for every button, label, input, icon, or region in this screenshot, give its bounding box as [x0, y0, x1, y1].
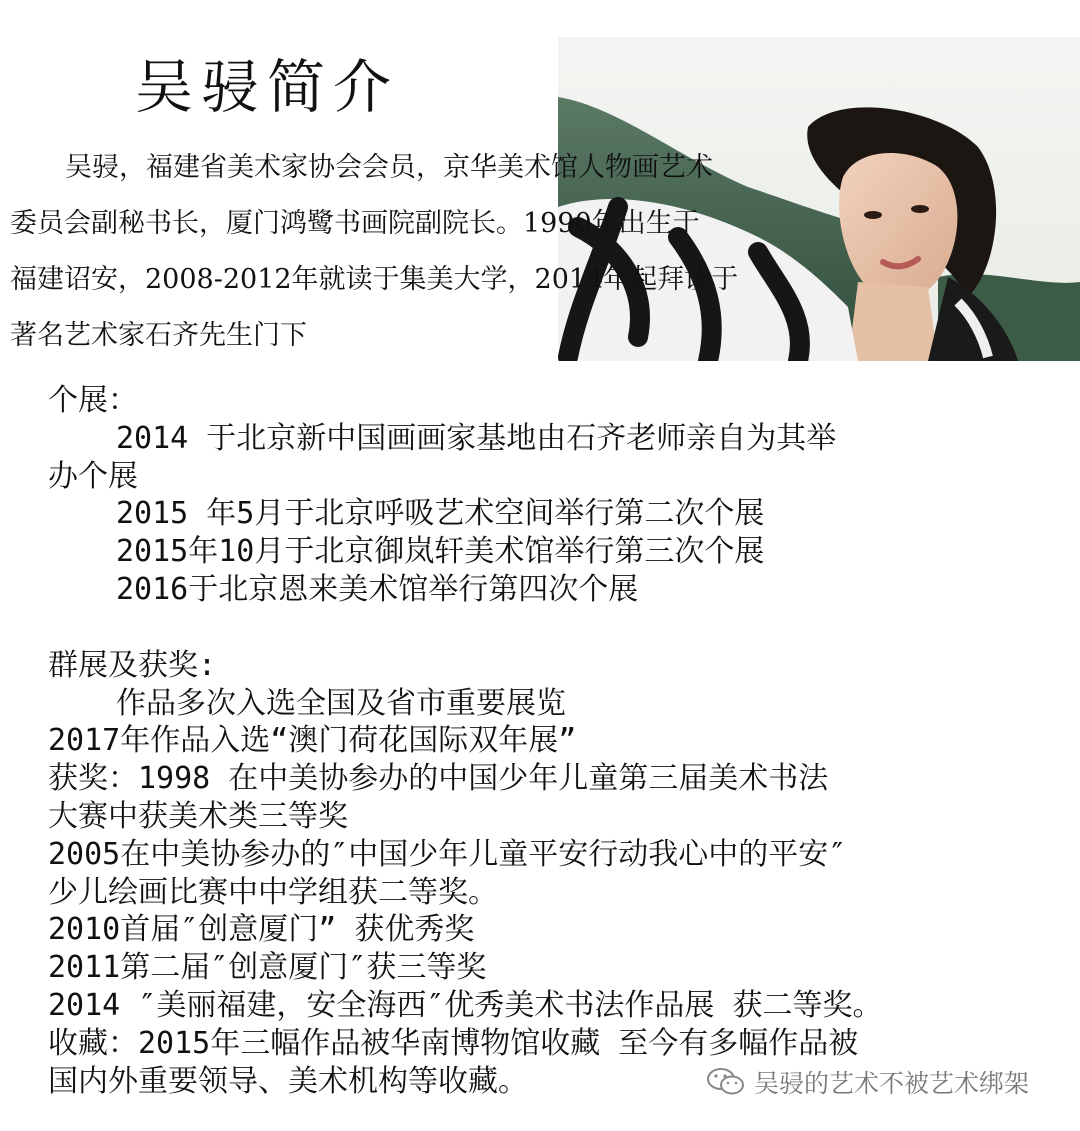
- group-item: 收藏：2015年三幅作品被华南博物馆收藏 至今有多幅作品被: [48, 1025, 859, 1061]
- biography-body: [48, 382, 1068, 1100]
- group-item: 国内外重要领导、美术机构等收藏。: [48, 1063, 528, 1099]
- group-item: 2014 ″美丽福建，安全海西″优秀美术书法作品展 获二等奖。: [48, 987, 883, 1023]
- group-item: 2005在中美协参办的″中国少年儿童平安行动我心中的平安″: [48, 836, 847, 872]
- intro-line: 委员会副秘书长，厦门鸿鹭书画院副院长。1990年出生于: [10, 208, 700, 239]
- solo-exhibitions-heading: 个展：: [48, 383, 138, 418]
- intro-line: 吴骎，福建省美术家协会会员，京华美术馆人物画艺术: [65, 152, 713, 183]
- group-item: 2011第二届″创意厦门″获三等奖: [48, 950, 487, 986]
- watermark-text: 吴骎的艺术不被艺术绑架: [754, 1069, 1030, 1098]
- group-item: 2010首届″创意厦门” 获优秀奖: [48, 912, 475, 948]
- section-spacer: [48, 609, 1068, 647]
- intro-line: 福建诏安，2008-2012年就读于集美大学，2014年起拜读于: [10, 264, 739, 295]
- group-item: 少儿绘画比赛中中学组获二等奖。: [48, 874, 498, 910]
- wechat-icon: [706, 1066, 746, 1098]
- solo-item: 2015年10月于北京御岚轩美术馆举行第三次个展: [116, 534, 765, 570]
- solo-item: 2014 于北京新中国画画家基地由石齐老师亲自为其举: [116, 420, 837, 456]
- group-item: 2017年作品入选“澳门荷花国际双年展”: [48, 723, 577, 759]
- group-item: 大赛中获美术类三等奖: [48, 798, 348, 834]
- page-title: 吴骎简介: [135, 53, 400, 121]
- watermark: [706, 1062, 1029, 1102]
- group-item: 获奖：1998 在中美协参办的中国少年儿童第三届美术书法: [48, 761, 829, 797]
- solo-item: 办个展: [48, 458, 138, 494]
- intro-line: 著名艺术家石齐先生门下: [10, 320, 307, 351]
- group-exhibitions-heading: 群展及获奖:: [48, 647, 217, 683]
- solo-item: 2016于北京恩来美术馆举行第四次个展: [116, 571, 639, 607]
- group-item: 作品多次入选全国及省市重要展览: [116, 685, 566, 721]
- solo-item: 2015 年5月于北京呼吸艺术空间举行第二次个展: [116, 496, 765, 532]
- intro-paragraph: [10, 140, 770, 364]
